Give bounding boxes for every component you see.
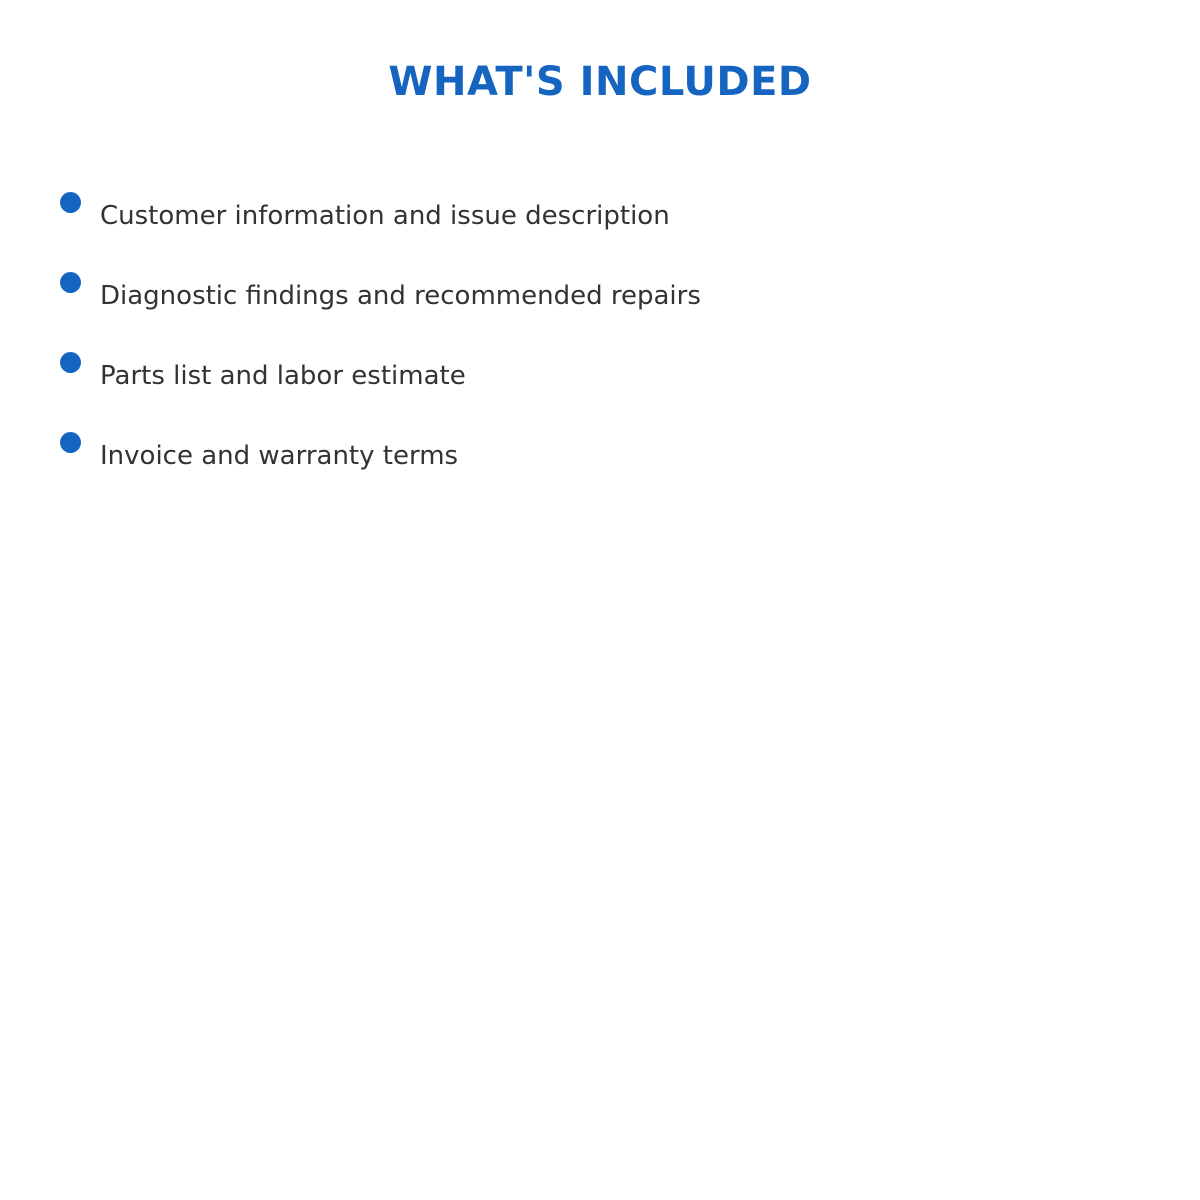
list-item-label: Invoice and warranty terms — [100, 441, 459, 471]
list-item-label: Diagnostic findings and recommended repairs — [100, 281, 701, 311]
list-item — [0, 272, 1100, 332]
bullet-dot-icon — [60, 192, 81, 213]
list-item — [0, 432, 1100, 492]
list-item-label: Customer information and issue description — [100, 201, 670, 231]
list-item — [0, 352, 1100, 412]
list-item-label: Parts list and labor estimate — [100, 361, 466, 391]
bullet-dot-icon — [60, 432, 81, 453]
page-title: WHAT'S INCLUDED — [388, 59, 812, 105]
list-item — [0, 192, 1100, 252]
bullet-dot-icon — [60, 352, 81, 373]
bullet-dot-icon — [60, 272, 81, 293]
